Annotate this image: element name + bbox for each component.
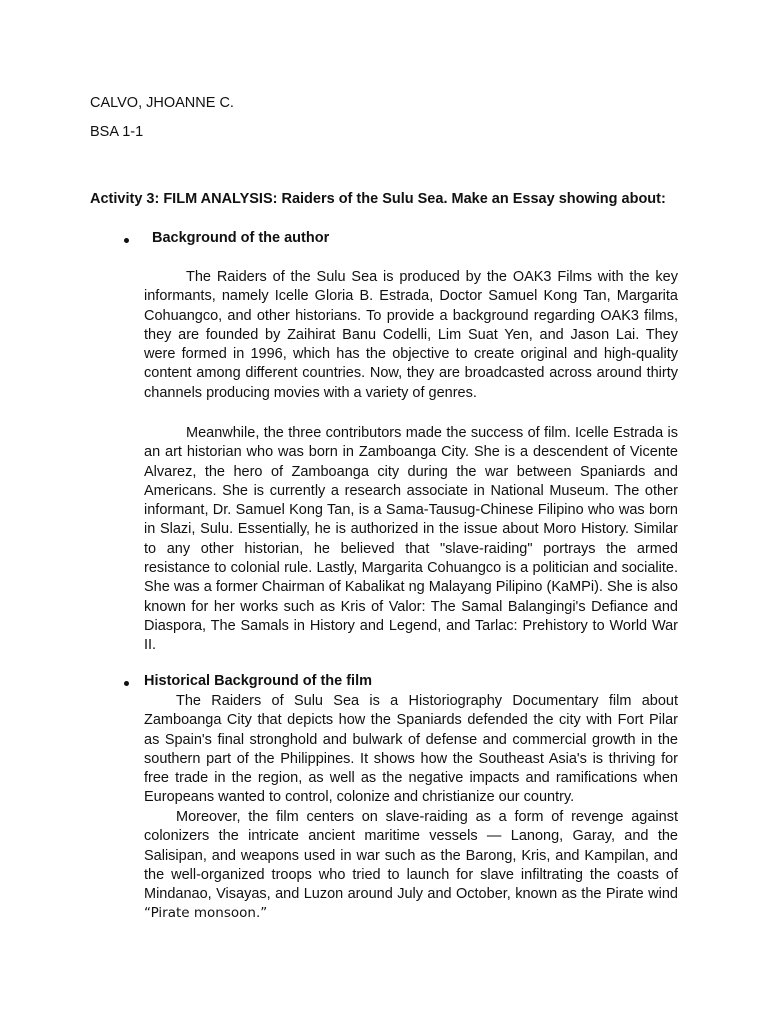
student-name: CALVO, JHOANNE C. [90,95,234,111]
bullet-icon [124,238,129,243]
section-heading-author: Background of the author [152,230,330,246]
paragraph-historical-background: The Raiders of Sulu Sea is a Historiography Documentary film about Zamboanga City that depicts how the Spaniards defended the city with Fort Pilar as Spain's final stronghold and bulwark of defense and commercial growth in the southern part of the Philippines. It shows how the Southeast Asia's is thriving for free trade in the region, as well as the negative impacts and ramifications when Europeans wanted to control, colonize and christianize our country. [144,693,678,806]
student-course: BSA 1-1 [90,124,144,140]
paragraph-contributors: Meanwhile, the three contributors made the success of film. Icelle Estrada is an art historian who was born in Zamboanga City. She is a descendent of Vicente Alvarez, the hero of Zamboanga city during the war between Spaniards and Americans. She is currently a research associate in National Museum. The other informant, Dr. Samuel Kong Tan, is a Sama-Tausug-Chinese Filipino who was born in Slazi, Sulu. Essentially, he is authorized in the issue about Moro History. Similar to any other historian, he believed that "slave-raiding" portrays the armed resistance to colonial rule. Lastly, Margarita Cohuangco is a politician and socialite. She was a former Chairman of Kabalikat ng Malayang Pilipino (KaMPi). She is also known for her works such as Kris of Valor: The Samal Balangingi's Defiance and Diaspora, The Samals in History and Legend, and Tarlac: Prehistory to World War II. [144,425,678,654]
bullet-icon [124,681,129,686]
activity-heading: Activity 3: FILM ANALYSIS: Raiders of the Sulu Sea. Make an Essay showing about: [90,191,666,207]
paragraph-author-background: The Raiders of the Sulu Sea is produced by the OAK3 Films with the key informants, namely Icelle Gloria B. Estrada, Doctor Samuel Kong Tan, Margarita Cohuangco, and other historians. To provide a background regarding OAK3 films, they are founded by Zaihirat Banu Codelli, Lim Suat Yen, and Jason Lai. They were formed in 1996, which has the objective to create original and high-quality content among different countries. Now, they are broadcasted across around thirty channels producing movies with a variety of genres. [144,269,678,401]
paragraph-slave-raiding-text: Moreover, the film centers on slave-raiding as a form of revenge against colonizers the intricate ancient maritime vessels — Lanong, Garay, and the Salisipan, and weapons used in war such as the Barong, Kris, and Kampilan, and the well-organized troops who tried to launch for slave infiltrating the coasts of Mindanao, Visayas, and Luzon around July and October, known as the Pirate wind [144,809,678,903]
pirate-monsoon-quote: “Pirate monsoon.” [144,905,268,922]
section-heading-historical: Historical Background of the film [144,673,372,689]
paragraph-slave-raiding [144,808,678,924]
